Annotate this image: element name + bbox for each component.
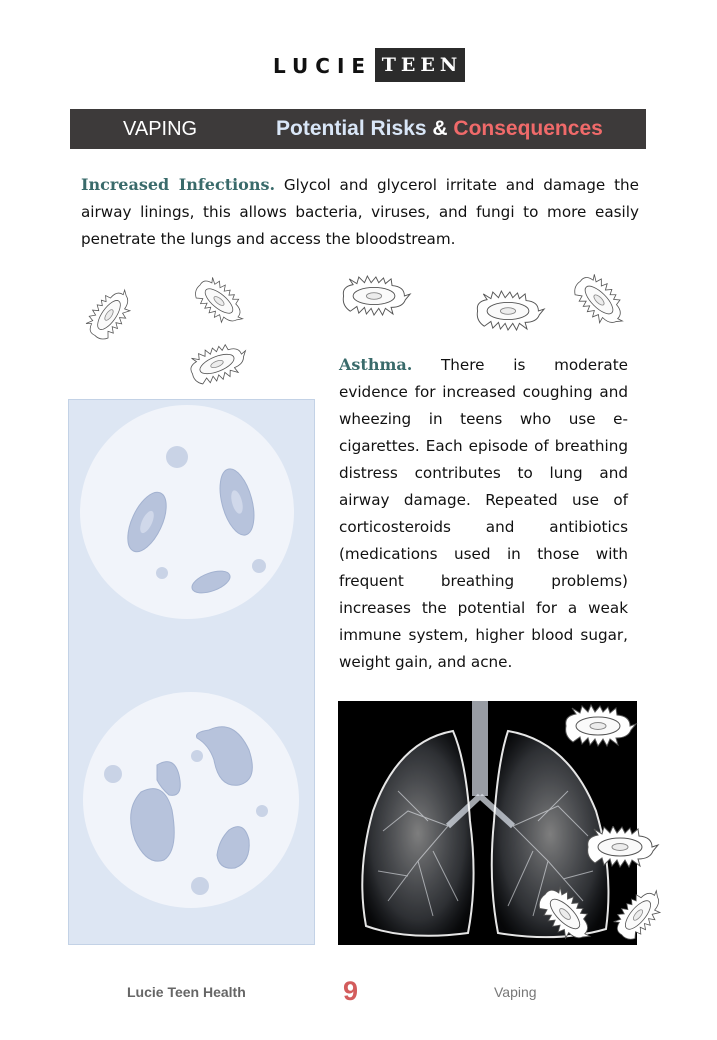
logo-text-teen: TEEN [375,48,465,82]
bacteria-icon [177,259,262,343]
section-banner [70,109,646,149]
asthma-body: There is moderate evidence for increased coughing and wheezing in teens who use e-cigarettes. Each episode of breathing distress contributes to lung and airway damage. Repeated use of corticosteroids and antibiotics (medications used in those with frequent breathing problems) increases the potential for a weak immune system, higher blood sugar, weight gain, and acne. [339,356,628,671]
bacteria-icon [470,290,546,332]
bacteria-icon [336,274,412,318]
banner-heading-amp: & [432,117,448,140]
bacteria-icon [177,328,258,401]
asthma-heading: Asthma. [339,355,413,374]
footer-section: Vaping [494,984,537,1000]
infections-heading: Increased Infections. [81,175,276,194]
banner-topic: VAPING [123,118,198,140]
infections-paragraph [81,171,639,253]
cells-illustration [68,399,315,945]
page-number: 9 [343,976,359,1006]
bacteria-icon [558,704,638,748]
banner-heading-part1: Potential Risks [276,117,427,140]
bacteria-icon [556,257,642,343]
logo [0,48,717,82]
bacteria-icon [580,826,660,868]
bacteria-icon [66,272,152,358]
infections-body: Glycol and glycerol irritate and damage the airway linings, this allows bacteria, viruses, and fungi to more easily penetrate the lungs and access the bloodstream. [81,176,639,248]
logo-text-lucie: LUCIE [273,54,373,78]
banner-heading-part2: Consequences [453,117,603,140]
asthma-paragraph [339,351,628,676]
footer-publication: Lucie Teen Health [127,984,246,1000]
banner-heading [276,117,603,141]
